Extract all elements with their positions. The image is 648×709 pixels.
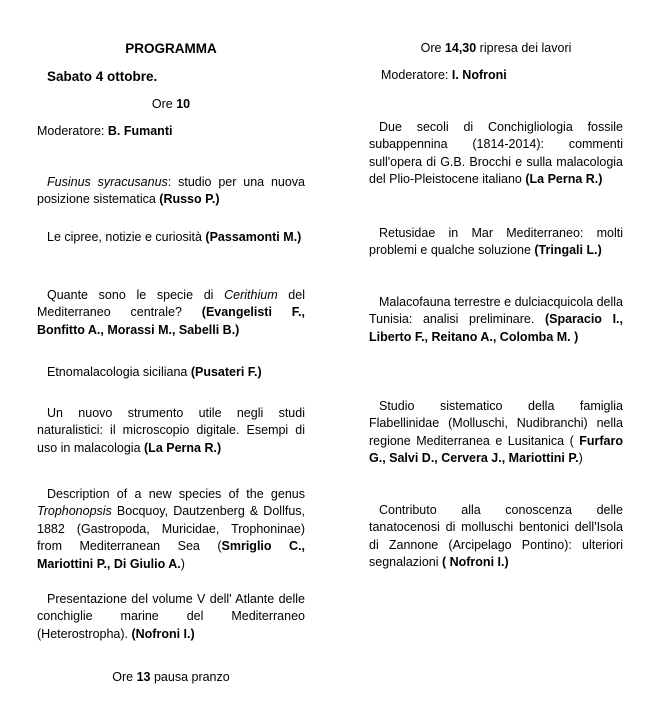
moderator: Moderatore: I. Nofroni bbox=[381, 68, 507, 82]
talk-item: Presentazione del volume V dell' Atlante delle conchiglie marine del Mediterraneo (Heterostropha). (Nofroni I.) bbox=[37, 592, 305, 641]
lunch-break: Ore 13 pausa pranzo bbox=[112, 670, 230, 684]
talk-item: Studio sistematico della famiglia Flabellinidae (Molluschi, Nudibranchi) nella regione Mediterranea e Lusitanica ( Furfaro G., Salvi D., Cervera J., Mariottini P.) bbox=[369, 399, 623, 466]
talk-item: Etnomalacologia siciliana (Pusateri F.) bbox=[47, 365, 262, 379]
session-time: Ore 10 bbox=[151, 97, 191, 111]
talk-item: Un nuovo strumento utile negli studi naturalistici: il microscopio digitale. Esempi di uso in malacologia (La Perna R.) bbox=[37, 406, 305, 455]
talk-item: Malacofauna terrestre e dulciacquicola della Tunisia: analisi preliminare. (Sparacio I., Liberto F., Reitano A., Colomba M. ) bbox=[369, 295, 623, 344]
talk-item: Fusinus syracusanus: studio per una nuova posizione sistematica (Russo P.) bbox=[37, 175, 305, 207]
talk-item: Le cipree, notizie e curiosità (Passamonti M.) bbox=[47, 230, 302, 244]
moderator: Moderatore: B. Fumanti bbox=[37, 124, 173, 138]
afternoon-time: Ore 14,30 ripresa dei lavori bbox=[420, 41, 572, 55]
talk-item: Retusidae in Mar Mediterraneo: molti problemi e qualche soluzione (Tringali L.) bbox=[369, 226, 623, 258]
session-date: Sabato 4 ottobre. bbox=[47, 69, 158, 84]
programme-heading: PROGRAMMA bbox=[125, 41, 217, 56]
talk-item: Quante sono le specie di Cerithium del Mediterraneo centrale? (Evangelisti F., Bonfitto A., Morassi M., Sabelli B.) bbox=[37, 288, 305, 337]
talk-item: Due secoli di Conchigliologia fossile subappennina (1814-2014): commenti sull'opera di G.B. Brocchi e sulla malacologia del Plio-Pleistocene italiano (La Perna R.) bbox=[369, 120, 623, 187]
talk-item: Contributo alla conoscenza delle tanatocenosi di molluschi bentonici dell'Isola di Zannone (Arcipelago Pontino): ulteriori segnalazioni ( Nofroni I.) bbox=[369, 503, 623, 570]
talk-item: Description of a new species of the genus Trophonopsis Bocquoy, Dautzenberg & Dollfus, 1882 (Gastropoda, Muricidae, Trophoninae) from Mediterranean Sea (Smriglio C., Mariottini P., Di Giulio A.) bbox=[37, 487, 305, 571]
